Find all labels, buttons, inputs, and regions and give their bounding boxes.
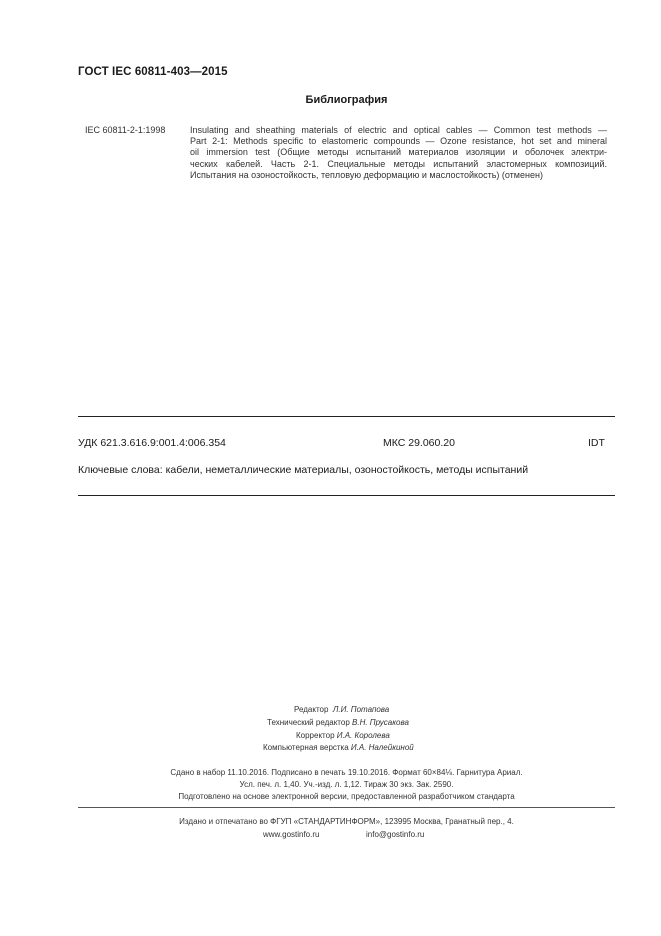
reference-line: Испытания на озоностойкость, тепловую деформацию и маслостойкость) (отменен) xyxy=(190,169,543,180)
keywords-label: Ключевые слова: xyxy=(78,464,163,476)
keywords-value: кабели, неметаллические материалы, озоностойкость, методы испытаний xyxy=(165,464,529,476)
imprint-line-2: Усл. печ. л. 1,40. Уч.-изд. л. 1,12. Тираж 30 экз. Зак. 2590. xyxy=(239,780,454,789)
keywords xyxy=(78,464,528,476)
standard-header: ГОСТ IEC 60811-403—2015 xyxy=(78,66,228,78)
website-link[interactable]: www.gostinfo.ru xyxy=(263,830,320,839)
credit-role: Редактор xyxy=(294,705,329,714)
reference-id: IEC 60811-2-1:1998 xyxy=(85,125,166,135)
credit-role: Компьютерная верстка xyxy=(263,743,349,752)
divider-top xyxy=(78,416,615,417)
credit-role: Технический редактор xyxy=(267,718,350,727)
credit-name: В.Н. Прусакова xyxy=(352,718,409,727)
credit-role: Корректор xyxy=(296,731,335,740)
reference-line: Insulating and sheathing materials of electric and optical cables — Common test methods — xyxy=(190,125,607,135)
credit-layout xyxy=(263,743,414,752)
bibliography-title: Библиография xyxy=(305,94,388,106)
reference-line: ческих кабелей. Часть 2-1. Специальные методы испытаний эластомерных композиций. xyxy=(190,158,607,169)
reference-line: Part 2-1: Methods specific to elastomeric compounds — Ozone resistance, hot set and mineral xyxy=(190,136,607,147)
publisher-line: Издано и отпечатано во ФГУП «СТАНДАРТИНФОРМ», 123995 Москва, Гранатный пер., 4. xyxy=(179,817,514,826)
idt-label: IDT xyxy=(588,437,605,449)
credit-tech-editor xyxy=(267,718,409,727)
udk-code: УДК 621.3.616.9:001.4:006.354 xyxy=(78,437,226,449)
credit-name: И.А. Налейкиной xyxy=(350,743,414,752)
imprint-line-1: Сдано в набор 11.10.2016. Подписано в печать 19.10.2016. Формат 60×84⅛. Гарнитура Ариал. xyxy=(170,768,523,777)
credit-name: И.А. Королева xyxy=(336,731,390,740)
mks-code: МКС 29.060.20 xyxy=(383,437,455,449)
credit-name: Л.И. Потапова xyxy=(332,705,390,714)
imprint-line-3: Подготовлено на основе электронной версии, предоставленной разработчиком стандарта xyxy=(178,792,515,801)
divider-bottom xyxy=(78,495,615,496)
reference-line: oil immersion test (Общие методы испытаний материалов изоляции и оболочек электри- xyxy=(190,147,607,158)
email-link[interactable]: info@gostinfo.ru xyxy=(366,830,425,839)
credit-proofreader xyxy=(296,731,390,740)
imprint-divider xyxy=(78,807,615,808)
reference-text xyxy=(190,125,607,181)
credit-editor xyxy=(294,705,389,714)
